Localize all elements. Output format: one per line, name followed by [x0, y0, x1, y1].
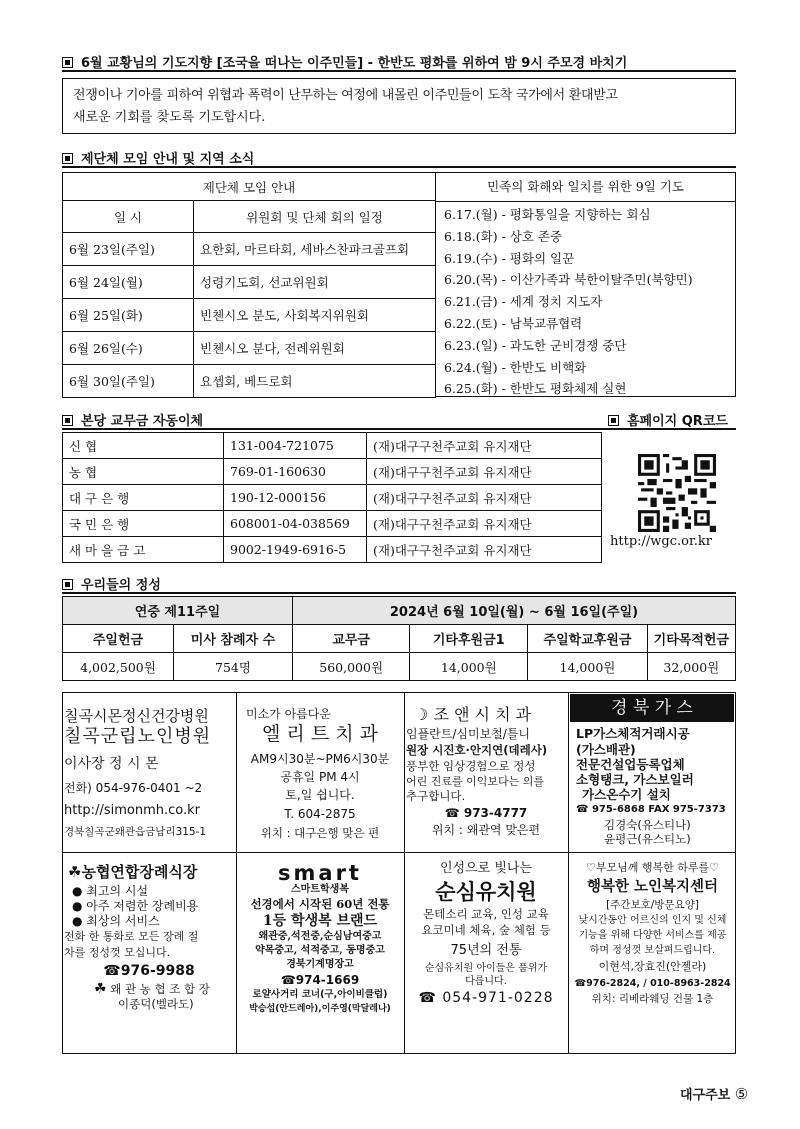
- divider: [236, 692, 237, 1054]
- transfer-table: [62, 432, 602, 563]
- page-number: ⑤: [734, 1085, 749, 1103]
- offerings-table: 연중 제11주일 2024년 6월 10일(월) ~ 6월 16일(주일) 주일헌금 미사 참례자 수 교무금 기타후원금1 주일학교후원금 기타목적헌금 4,002,500원 754명 560,000원 14,000원 14,000원 32,000원: [62, 596, 736, 681]
- leaf-icon: ☘: [94, 981, 107, 997]
- divider: [568, 692, 569, 1054]
- ad-gyeongbuk-gas: 경 북 가 스 LP가스체적거래시공 (가스배관) 전문건설업등록업체 소형탱크, 가스보일러 가스온수기 설치 ☎ 975-6868 FAX 975-7373 김경숙(유스티나) 윤평근(유스티노): [570, 694, 735, 850]
- ad-smart-uniform: smart 스마트학생복 선경에서 시작된 60년 전통 1등 학생복 브랜드 왜관중,석전중,순심남여중고 약목중고, 석적중고, 동명중고 경북기계명장고 ☎974-1669 로얄사거리 코너(구,아이비클럽) 박승섭(안드레아),이주영(막달레나): [238, 862, 402, 1052]
- prayer-text-line: 새로운 기회를 찾도록 기도합시다.: [73, 110, 266, 125]
- ad-hospital: 칠곡시몬정신건강병원 칠곡군립노인병원 이사장 정 시 몬 전화) 054-976-0401 ~2 http://simonmh.co.kr 경북칠곡군왜관읍금남리315-1: [64, 706, 234, 850]
- list-item: 6.19.(수) - 평화의 일꾼: [444, 250, 575, 266]
- qr-heading: 홈페이지 QR코드: [608, 410, 728, 429]
- divider: [62, 852, 736, 853]
- novena-list: [436, 202, 735, 400]
- divider: [62, 166, 736, 168]
- square-bullet-icon: [62, 579, 73, 590]
- ad-funeral-hall: ☘농협연합장례식장 ● 최고의 시설 ● 아주 저렴한 장례비용 ● 최상의 서비스 전화 한 통화로 모든 장례 절 차를 정성껏 모십니다. ☎976-9988 ☘ 왜 관 농 협 조 합 장 이종덕(벨라도): [64, 863, 210, 1011]
- list-item: 6.23.(일) - 과도한 군비경쟁 중단: [444, 337, 627, 353]
- table-row: 국 민 은 행 608001-04-038569 (재)대구구천주교회 유지재단: [63, 511, 602, 537]
- transfer-heading: 본당 교무금 자동이체: [62, 410, 203, 429]
- hospital-url-link[interactable]: http://simonmh.co.kr: [64, 803, 200, 818]
- meetings-heading: 제단체 모임 안내 및 지역 소식: [62, 148, 254, 167]
- meetings-table: [62, 172, 436, 398]
- offering-week: 연중 제11주일: [63, 597, 293, 625]
- table-row: 농 협 769-01-160630 (재)대구구천주교회 유지재단: [63, 459, 602, 485]
- list-item: 6.22.(토) - 남북교류협력: [444, 315, 583, 331]
- prayer-box: [62, 78, 736, 134]
- list-item: 6.24.(월) - 한반도 비핵화: [444, 359, 587, 375]
- ad-sunsim-kindergarten: 인성으로 빛나는 순심유치원 몬테소리 교육, 인성 교육 요코미네 체육, 숲 체험 등 75년의 전통 순심유치원 아이들은 품위가 다릅니다. ☎ 054-971-0228: [418, 861, 554, 1006]
- ad-senior-welfare: ♡부모님께 행복한 하루를♡ 행복한 노인복지센터 [주간보호/방문요양] 낮시간동안 어르신의 인지 및 신체 기능을 위해 다양한 서비스를 제공 하며 정성껏 보살펴드립니다. 이현석,장효진(안젤라) ☎976-2824, / 010-8963-2824 위치: 리베라웨딩 건물 1층: [574, 861, 731, 1005]
- prayer-heading: 6월 교황님의 기도지향 [조국을 떠나는 이주민들] - 한반도 평화를 위하여 밤 9시 주모경 바치기: [62, 52, 627, 71]
- ad-elite-dental: 미소가 아름다운 엘 리 트 치 과 AM9시30분~PM6시30분 공휴일 PM 4시 토,일 쉽니다. T. 604-2875 위치 : 대구은행 맞은 편: [246, 707, 390, 840]
- divider: [404, 692, 405, 1054]
- col-meeting-header: 위원회 및 단체 회의 일정: [194, 201, 436, 233]
- divider: [62, 70, 736, 72]
- smart-logo: smart: [278, 862, 362, 885]
- leaf-icon: ☘: [68, 863, 82, 881]
- list-item: 6.20.(목) - 이산가족과 북한이탈주민(북향민): [444, 272, 693, 288]
- table-row: 신 협 131-004-721075 (재)대구구천주교회 유지재단: [63, 433, 602, 459]
- table-row: 대 구 은 행 190-12-000156 (재)대구구천주교회 유지재단: [63, 485, 602, 511]
- table-row: 4,002,500원 754명 560,000원 14,000원 14,000원 32,000원: [63, 653, 736, 681]
- table-row: 6월 30일(주일) 요셉회, 베드로회: [63, 365, 436, 398]
- divider: [62, 592, 736, 594]
- table-row: 6월 23일(주일) 요한회, 마르타회, 세바스찬파크골프회: [63, 233, 436, 266]
- divider: [62, 428, 736, 430]
- sparkle-icon: ☽: [414, 705, 429, 724]
- qr-code-icon[interactable]: [638, 454, 716, 532]
- qr-url-link[interactable]: http://wgc.or.kr: [610, 534, 712, 549]
- novena-box: [435, 172, 736, 397]
- list-item: 6.17.(월) - 평화통일을 지향하는 회심: [444, 207, 651, 222]
- prayer-text-line: 전쟁이나 기아를 피하여 위협과 폭력이 난무하는 여정에 내몰린 이주민들이 도착 국가에서 환대받고: [73, 88, 618, 103]
- list-item: 6.18.(화) - 상호 존중: [444, 228, 563, 244]
- list-item: 6.25.(화) - 한반도 평화체제 실현: [444, 381, 627, 397]
- meetings-left-title: 제단체 모임 안내: [63, 173, 436, 201]
- offerings-heading: 우리들의 정성: [62, 574, 161, 593]
- table-row: 새 마 을 금 고 9002-1949-6916-5 (재)대구구천주교회 유지재단: [63, 537, 602, 563]
- table-row: 6월 24일(월) 성령기도회, 선교위원회: [63, 266, 436, 299]
- novena-title: 민족의 화해와 일치를 위한 9일 기도: [436, 173, 735, 202]
- footer: 대구주보 ⑤: [680, 1085, 749, 1103]
- table-row: 6월 26일(수) 빈첸시오 분다, 전례위원회: [63, 332, 436, 365]
- ad-joan-dental: ☽ 조 앤 시 치 과 임플란트/심미보철/틀니 원장 시진호·안지연(데레사) 풍부한 임상경험으로 정성 어린 진료를 이익보다는 의를 추구합니다. ☎ 973-4777 위치 : 왜관역 맞은편: [406, 705, 548, 837]
- col-date-header: 일 시: [63, 201, 194, 233]
- square-bullet-icon: [62, 415, 73, 426]
- square-bullet-icon: [62, 57, 73, 68]
- list-item: 6.21.(금) - 세계 정치 지도자: [444, 294, 603, 310]
- offering-period: 2024년 6월 10일(월) ~ 6월 16일(주일): [293, 597, 736, 625]
- square-bullet-icon: [62, 153, 73, 164]
- square-bullet-icon: [608, 415, 619, 426]
- table-row: 6월 25일(화) 빈첸시오 분도, 사회복지위원회: [63, 299, 436, 332]
